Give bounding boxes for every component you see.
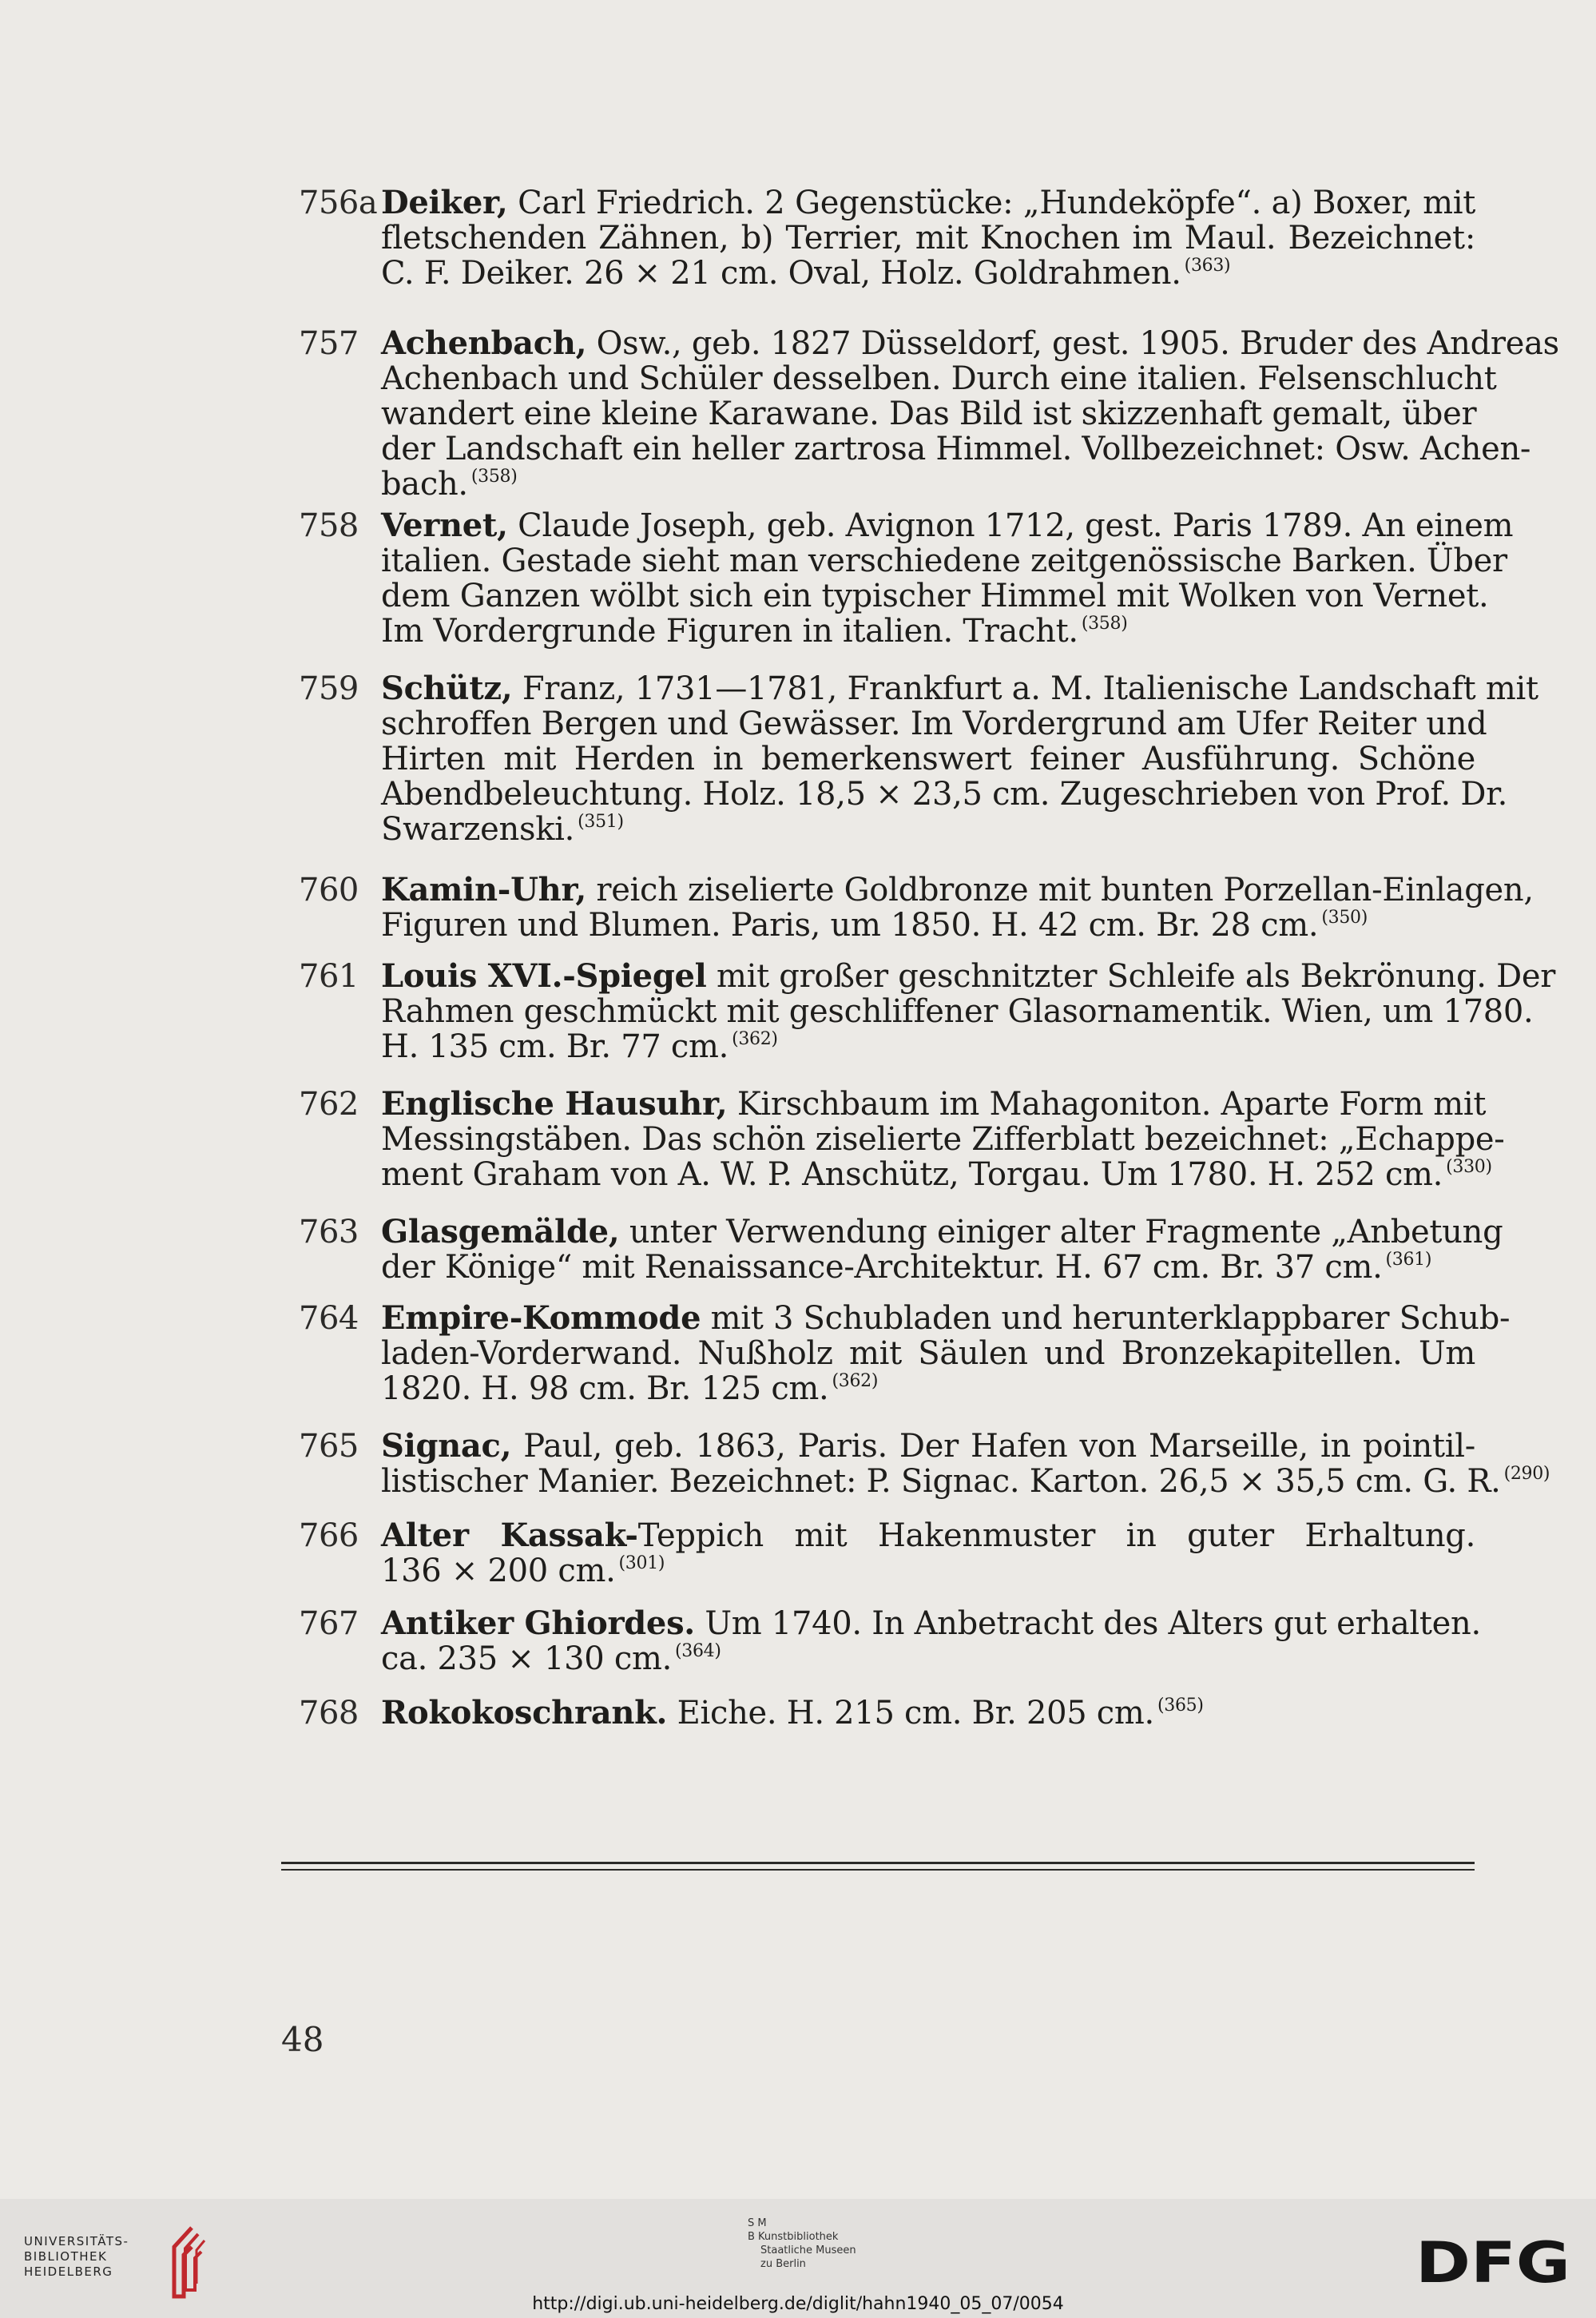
entry-line <box>381 871 1534 909</box>
entry-text: Teppich mit Hakenmuster in guter Erhaltung. <box>637 1517 1476 1554</box>
permalink-url[interactable]: http://digi.ub.uni-heidelberg.de/diglit/hahn1940_05_07/0054 <box>532 2294 1064 2314</box>
entry-text: Paul, geb. 1863, Paris. Der Hafen von Marseille, in pointil- <box>511 1428 1475 1465</box>
consignor-note: (361) <box>1385 1250 1432 1270</box>
entry-line <box>381 1518 1475 1553</box>
entry-title: Deiker, <box>381 184 508 221</box>
entry-title: Louis XVI.-Spiegel <box>381 957 707 995</box>
lot-number: 762 <box>299 1086 359 1123</box>
smb-kunstbibliothek-logo[interactable]: S M B Kunstbibliothek Staatliche Museen zu Berlin <box>748 2217 856 2270</box>
lot-number: 766 <box>299 1517 359 1554</box>
entry-text: Abendbeleuchtung. Holz. 18,5 × 23,5 cm. Zugeschrieben von Prof. Dr. <box>381 776 1507 813</box>
entry-text: Eiche. H. 215 cm. Br. 205 cm. <box>667 1695 1154 1732</box>
entry-line <box>381 507 1514 544</box>
entry-line <box>381 1641 721 1676</box>
lot-number: 756a <box>299 185 378 221</box>
entry-title: Glasgemälde, <box>381 1213 620 1250</box>
lot-number: 761 <box>299 958 359 995</box>
entry-line <box>381 1553 665 1588</box>
entry-line <box>381 578 1489 614</box>
svg-text:DFG: DFG <box>1415 2236 1570 2288</box>
lot-number: 760 <box>299 872 359 909</box>
lot-number: 763 <box>299 1214 359 1250</box>
entry-line <box>381 1429 1475 1464</box>
lot-number: 767 <box>299 1605 359 1642</box>
entry-text: Messingstäben. Das schön ziselierte Zifferblatt bezeichnet: „Echappe- <box>381 1121 1505 1158</box>
entry-title: Rokokoschrank. <box>381 1694 668 1732</box>
entry-text: listischer Manier. Bezeichnet: P. Signac. Karton. 26,5 × 35,5 cm. G. R. <box>381 1463 1501 1500</box>
entry-text: Figuren und Blumen. Paris, um 1850. H. 42 cm. Br. 28 cm. <box>381 907 1319 944</box>
entry-text: H. 135 cm. Br. 77 cm. <box>381 1028 729 1065</box>
entry-text: schroffen Bergen und Gewässer. Im Vordergrund am Ufer Reiter und <box>381 706 1487 742</box>
entry-line <box>381 221 1475 256</box>
lot-number: 765 <box>299 1428 359 1465</box>
entry-text: Carl Friedrich. 2 Gegenstücke: „Hundeköpfe“. a) Boxer, mit <box>507 185 1475 221</box>
lot-number: 758 <box>299 507 359 544</box>
entry-line <box>381 467 518 502</box>
entry-line <box>381 324 1559 362</box>
entry-text: fletschenden Zähnen, b) Terrier, mit Knochen im Maul. Bezeichnet: <box>381 220 1475 256</box>
entry-text: der Landschaft ein heller zartrosa Himmel. Vollbezeichnet: Osw. Achen- <box>381 431 1531 467</box>
entry-text: mit 3 Schubladen und herunterklappbarer Schub- <box>701 1300 1511 1337</box>
entry-line <box>381 670 1538 707</box>
entry-text: Osw., geb. 1827 Düsseldorf, gest. 1905. Bruder des Andreas <box>586 325 1559 362</box>
entry-title: Kamin-Uhr, <box>381 871 586 909</box>
entry-text: Im Vordergrunde Figuren in italien. Tracht. <box>381 613 1078 650</box>
consignor-note: (301) <box>618 1553 665 1573</box>
entry-line <box>381 431 1531 467</box>
entry-title: Alter Kassak- <box>381 1517 638 1554</box>
entry-title: Achenbach, <box>381 324 587 362</box>
entry-line <box>381 1157 1492 1192</box>
entry-text: italien. Gestade sieht man verschiedene zeitgenössische Barken. Über <box>381 543 1507 579</box>
entry-line <box>381 1464 1550 1499</box>
entry-line <box>381 614 1128 649</box>
consignor-note: (362) <box>832 1371 879 1391</box>
entry-text: der Könige“ mit Renaissance-Architektur. H. 67 cm. Br. 37 cm. <box>381 1249 1383 1286</box>
entry-text: Rahmen geschmückt mit geschliffener Glasornamentik. Wien, um 1780. <box>381 993 1534 1030</box>
entry-text: unter Verwendung einiger alter Fragmente „Anbetung <box>619 1214 1503 1250</box>
consignor-note: (358) <box>470 467 518 487</box>
library-name: UNIVERSITÄTS- BIBLIOTHEK HEIDELBERG <box>24 2234 129 2279</box>
entry-title: Empire-Kommode <box>381 1299 701 1337</box>
entry-text: Hirten mit Herden in bemerkenswert feiner Ausführung. Schöne <box>381 741 1475 777</box>
entry-line <box>381 1029 778 1064</box>
entry-text: Um 1740. In Anbetracht des Alters gut erhalten. <box>694 1605 1481 1642</box>
entry-line <box>381 1336 1475 1371</box>
entry-line <box>381 1250 1431 1285</box>
entry-line <box>381 360 1497 397</box>
entry-text: ment Graham von A. W. P. Anschütz, Torgau. Um 1780. H. 252 cm. <box>381 1156 1443 1193</box>
entry-text: Swarzenski. <box>381 811 575 848</box>
consignor-note: (350) <box>1321 908 1368 928</box>
consignor-note: (365) <box>1157 1696 1204 1716</box>
dfg-logo[interactable] <box>1415 2236 1572 2288</box>
entry-line <box>381 1299 1511 1337</box>
entry-text: 136 × 200 cm. <box>381 1553 616 1589</box>
entry-text: Achenbach und Schüler desselben. Durch eine italien. Felsenschlucht <box>381 360 1497 397</box>
lot-number: 768 <box>299 1695 359 1732</box>
library-emblem-icon <box>168 2223 216 2300</box>
entry-title: Antiker Ghiordes. <box>381 1604 695 1642</box>
entry-text: ca. 235 × 130 cm. <box>381 1640 672 1677</box>
entry-line <box>381 1213 1503 1250</box>
lot-number: 759 <box>299 670 359 707</box>
page-number: 48 <box>281 2020 324 2059</box>
footer-rule-thick <box>281 1862 1475 1864</box>
consignor-note: (362) <box>732 1029 778 1049</box>
entry-text: bach. <box>381 466 468 503</box>
lot-number: 764 <box>299 1300 359 1337</box>
entry-text: Franz, 1731—1781, Frankfurt a. M. Italienische Landschaft mit <box>512 670 1538 707</box>
entry-line <box>381 1121 1505 1158</box>
entry-title: Schütz, <box>381 670 513 707</box>
consignor-note: (290) <box>1503 1464 1550 1484</box>
consignor-note: (364) <box>674 1641 721 1661</box>
entry-text: 1820. H. 98 cm. Br. 125 cm. <box>381 1370 829 1407</box>
entry-text: wandert eine kleine Karawane. Das Bild ist skizzenhaft gemalt, über <box>381 396 1477 432</box>
entry-text: laden-Vorderwand. Nußholz mit Säulen und Bronzekapitellen. Um <box>381 1335 1475 1372</box>
entry-text: Claude Joseph, geb. Avignon 1712, gest. Paris 1789. An einem <box>507 507 1514 544</box>
entry-line <box>381 957 1556 995</box>
entry-line <box>381 543 1507 579</box>
entry-line <box>381 706 1487 742</box>
entry-line <box>381 993 1534 1030</box>
consignor-note: (351) <box>578 812 624 832</box>
entry-line <box>381 256 1230 291</box>
consignor-note: (363) <box>1184 256 1231 276</box>
entry-line <box>381 1371 878 1406</box>
entry-text: mit großer geschnitzter Schleife als Bekrönung. Der <box>706 958 1556 995</box>
entry-text: Kirschbaum im Mahagoniton. Aparte Form mit <box>727 1086 1487 1123</box>
consignor-note: (330) <box>1446 1157 1492 1177</box>
lot-number: 757 <box>299 325 359 362</box>
entry-line <box>381 812 624 847</box>
entry-text: reich ziselierte Goldbronze mit bunten Porzellan-Einlagen, <box>586 872 1534 909</box>
entry-line <box>381 776 1507 813</box>
consignor-note: (358) <box>1081 614 1128 634</box>
entry-title: Vernet, <box>381 507 508 544</box>
entry-title: Signac, <box>381 1427 512 1465</box>
footer-rule-thin <box>281 1869 1475 1871</box>
entry-line <box>381 1604 1481 1642</box>
entry-line <box>381 908 1368 943</box>
entry-line <box>381 1085 1487 1123</box>
entry-line <box>381 396 1475 431</box>
entry-line <box>381 185 1475 221</box>
entry-title: Englische Hausuhr, <box>381 1085 728 1123</box>
entry-text: C. F. Deiker. 26 × 21 cm. Oval, Holz. Goldrahmen. <box>381 255 1181 292</box>
entry-line <box>381 1696 1204 1731</box>
entry-text: dem Ganzen wölbt sich ein typischer Himmel mit Wolken von Vernet. <box>381 578 1489 614</box>
university-library-logo[interactable] <box>24 2223 224 2303</box>
entry-line <box>381 742 1475 777</box>
